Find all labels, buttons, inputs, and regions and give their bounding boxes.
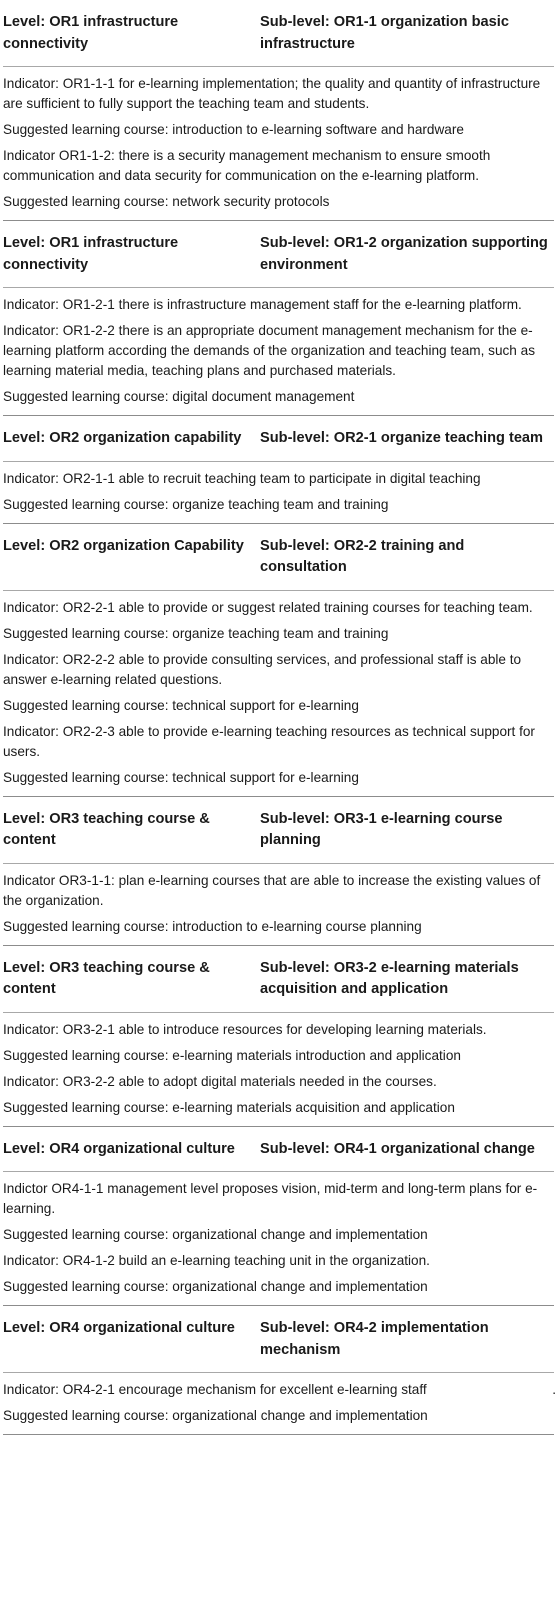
sublevel-label: Sub-level: OR2-1 organize teaching team [260,430,544,446]
table-section [3,220,554,415]
suggested-course-text: Suggested learning course: technical support for e-learning [3,769,359,785]
suggested-course-text: Suggested learning course: technical support for e-learning [3,697,359,713]
sublevel-label: Sub-level: OR3-2 e-learning materials acquisition and application [260,959,519,997]
suggested-course [3,387,554,407]
suggested-course [3,624,554,644]
suggested-course [3,1046,554,1066]
section-body [3,864,554,945]
indicator-line-text: Indicator: OR2-1-1 able to recruit teaching team to participate in digital teaching [3,470,481,486]
level-label: Level: OR1 infrastructure connectivity [3,14,179,52]
indicator-line-text: Indicator: OR2-2-2 able to provide consulting services, and professional staff is able to answer e-learning related questions. [3,651,522,687]
suggested-course-text: Suggested learning course: organizational change and implementation [3,1227,428,1242]
suggested-course [3,495,554,515]
section-header [3,524,554,591]
section-header [3,946,554,1013]
table-section [3,523,554,796]
suggested-course [3,1225,554,1245]
indicator-line-text: Indicator: OR1-1-1 for e-learning implementation; the quality and quantity of infrastructure are sufficient to fully support the teaching team and students. [3,76,541,111]
table-section [3,0,554,220]
section-header [3,0,554,67]
section-header [3,416,554,462]
level-label: Level: OR2 organization Capability [3,537,244,554]
indicator-line-text: Indicator: OR2-2-1 able to provide or suggest related training courses for teaching team. [3,599,533,615]
indicator-text [3,871,554,911]
section-body [3,1013,554,1126]
suggested-course-text: Suggested learning course: organize teaching team and training [3,625,389,641]
table-bottom-rule [3,1434,554,1436]
section-body [3,462,554,523]
section-header [3,221,554,288]
sublevel-label: Sub-level: OR3-1 e-learning course planning [260,810,503,848]
suggested-course-text: Suggested learning course: introduction to e-learning course planning [3,918,422,934]
level-label: Level: OR3 teaching course & content [3,959,210,997]
level-label: Level: OR3 teaching course & content [3,810,210,848]
section-body [3,1373,554,1434]
indicator-text [3,722,554,762]
sublevel-label: Sub-level: OR4-1 organizational change [260,1140,535,1157]
indicator-line-text: Indicator: OR3-2-1 able to introduce resources for developing learning materials. [3,1021,487,1037]
suggested-course-text: Suggested learning course: organizational change and implementation [3,1279,428,1294]
indicator-line-text: Indicator OR1-1-2: there is a security management mechanism to ensure smooth communication and data security for communication on the e-learning platform. [3,148,491,183]
suggested-course [3,696,554,716]
indicator-text [3,146,554,186]
indicator-text [3,469,554,489]
indicator-line-text: Indicator: OR4-2-1 encourage mechanism for excellent e-learning staff [3,1382,427,1397]
suggested-course-text: Suggested learning course: digital document management [3,389,355,404]
table-section [3,796,554,945]
indicator-text [3,598,554,618]
suggested-course-text: Suggested learning course: organize teaching team and training [3,496,389,512]
suggested-course [3,917,554,937]
suggested-course-text: Suggested learning course: organizational change and implementation [3,1408,428,1423]
level-label: Level: OR2 organization capability [3,430,242,446]
suggested-course [3,1406,554,1426]
indicator-text [3,1251,554,1271]
table-section [3,945,554,1126]
sublevel-label: Sub-level: OR2-2 training and consultation [260,537,465,575]
indicator-text [3,295,554,315]
section-header [3,1306,554,1373]
level-label: Level: OR1 infrastructure connectivity [3,235,179,273]
indicator-text [3,74,554,114]
indicator-text [3,1072,554,1092]
indicator-line-text: Indictor OR4-1-1 management level proposes vision, mid-term and long-term plans for e-learning. [3,1181,538,1216]
indicator-line-text: Indicator: OR4-1-2 build an e-learning teaching unit in the organization. [3,1253,430,1268]
table-section [3,415,554,523]
indicator-text [3,1380,554,1400]
indicator-line-text: Indicator: OR3-2-2 able to adopt digital materials needed in the courses. [3,1073,437,1089]
indicator-line-text: Indicator: OR1-2-1 there is infrastructure management staff for the e-learning platform. [3,297,522,312]
table-section [3,1126,554,1306]
indicator-text [3,321,554,381]
section-header [3,1127,554,1173]
sublevel-label: Sub-level: OR1-2 organization supporting environment [260,235,548,273]
indicator-line-text: Indicator: OR1-2-2 there is an appropriate document management mechanism for the e-learning platform according the demands of the organization and teaching team, such as learning material media, teaching plans and purchased materials. [3,323,535,378]
level-label: Level: OR4 organizational culture [3,1320,235,1336]
suggested-course-text: Suggested learning course: introduction to e-learning software and hardware [3,122,464,137]
section-header [3,797,554,864]
indicator-text [3,1020,554,1040]
sublevel-label: Sub-level: OR1-1 organization basic infrastructure [260,14,509,52]
section-body [3,1172,554,1305]
indicator-line-text: Indicator OR3-1-1: plan e-learning courses that are able to increase the existing values of the organization. [3,872,541,908]
suggested-course [3,768,554,788]
suggested-course-text: Suggested learning course: e-learning materials acquisition and application [3,1099,455,1115]
level-label: Level: OR4 organizational culture [3,1140,235,1157]
section-body [3,67,554,220]
suggested-course [3,1098,554,1118]
suggested-course [3,1277,554,1297]
section-body [3,591,554,796]
indicator-text [3,1179,554,1219]
suggested-course [3,120,554,140]
section-body [3,288,554,415]
indicator-line-text: Indicator: OR2-2-3 able to provide e-learning teaching resources as technical support for users. [3,723,535,759]
suggested-course-text: Suggested learning course: e-learning materials introduction and application [3,1047,461,1063]
suggested-course [3,192,554,212]
suggested-course-text: Suggested learning course: network security protocols [3,194,330,209]
sublevel-label: Sub-level: OR4-2 implementation mechanism [260,1320,489,1358]
table-section [3,1305,554,1434]
indicator-text [3,650,554,690]
trailing-mark: . [552,1382,556,1397]
